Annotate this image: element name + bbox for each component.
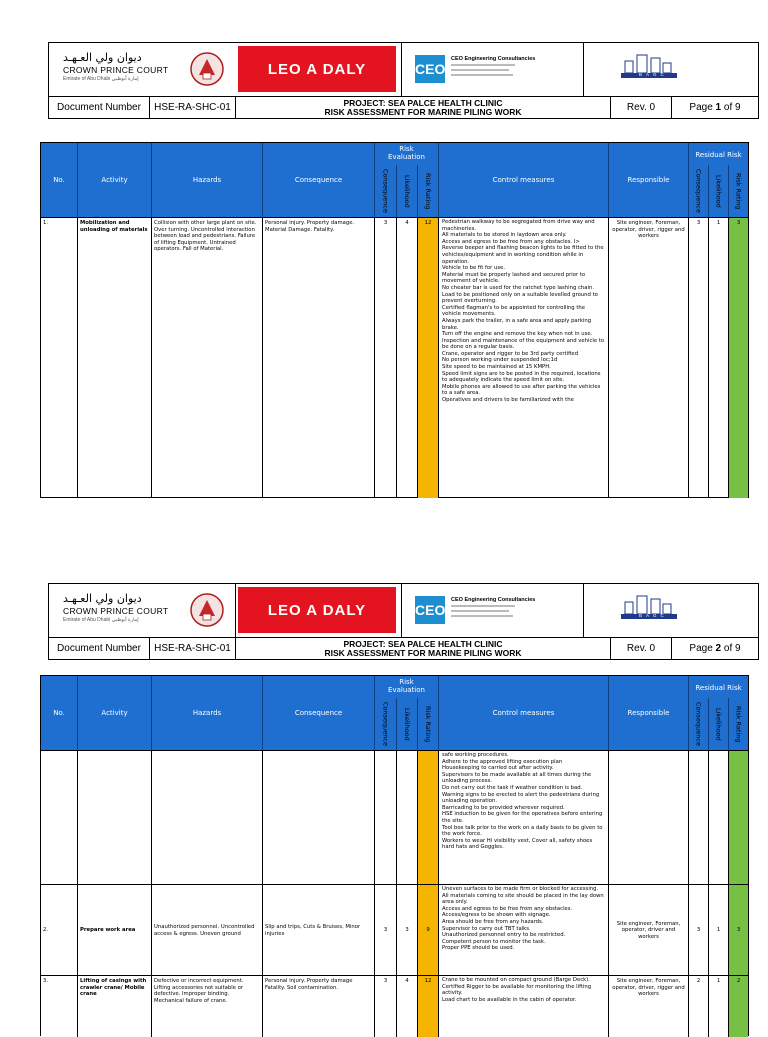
project-title: PROJECT: SEA PALCE HEALTH CLINIC — [343, 638, 503, 649]
col-r-consequence-v: Consequence — [689, 698, 709, 750]
project-title-block — [236, 97, 611, 118]
page2-risk-table — [40, 675, 749, 1036]
row-control: safe working procedures. Adhere to the approved lifting execution plan Housekeeping to carried out after activity. Supervisors to be made available at all times during the unloading process. Do not carry out the task if weather condition is bad. Warning signs to be erected to alert the pedestrians during unloading operation. Barricading to be provided wherever required. HSE induction to be given for the operatives before entering the site. Tool box talk prior to the work on a daily basis to be given to the work force. Workers to wear Hi visibility vest, Cover all, safety shoes hard hats and Goggles. — [439, 751, 609, 885]
leo-a-daly-text: LEO A DALY — [267, 601, 367, 619]
ceo-logo — [401, 584, 584, 637]
arabic-court-name: ديوان ولي العـهـد — [63, 51, 142, 64]
row-no: 3. — [41, 976, 78, 1037]
ceo-mark: CEO — [415, 596, 445, 624]
table-row — [41, 217, 748, 498]
row-rr: 3 — [729, 885, 748, 976]
row-c: 3 — [375, 976, 397, 1037]
col-likelihood-v: Likelihood — [397, 165, 418, 217]
leo-a-daly-text: LEO A DALY — [267, 60, 367, 78]
revision: Rev. 0 — [611, 638, 672, 659]
bagc-logo — [583, 43, 758, 96]
col-responsible: Responsible — [609, 676, 689, 750]
risk-eval-label: Risk Evaluation — [388, 145, 425, 161]
table-row — [41, 975, 748, 1037]
row-l: 4 — [397, 976, 418, 1037]
doc-label: Document Number — [49, 638, 150, 659]
col-hazards: Hazards — [152, 676, 263, 750]
leo-a-daly-logo — [235, 584, 402, 637]
row-responsible: Site engineer, Foreman, operator, driver, rigger and workers — [609, 218, 689, 498]
col-consequence: Consequence — [263, 676, 375, 750]
row-control: Crane to be mounted on compact ground (Barge Deck). Certified Rigger to be available for monitoring the lifting activity. Load chart to be available in the cabin of operator. — [439, 976, 609, 1037]
col-rating-v: Risk Rating — [418, 165, 439, 217]
doc-number: HSE-RA-SHC-01 — [150, 638, 236, 659]
col-r-likelihood-v: Likelihood — [709, 698, 729, 750]
row-rc: 2 — [689, 976, 709, 1037]
row-rl: 1 — [709, 218, 729, 498]
col-r-likelihood-v: Likelihood — [709, 165, 729, 217]
document-subtitle: RISK ASSESSMENT FOR MARINE PILING WORK — [324, 106, 522, 117]
col-control: Control measures — [439, 143, 609, 217]
document-subtitle: RISK ASSESSMENT FOR MARINE PILING WORK — [324, 647, 522, 658]
project-title-block — [236, 638, 611, 659]
crown-prince-court-logo — [49, 43, 236, 96]
col-responsible: Responsible — [609, 143, 689, 217]
page2-header — [48, 583, 759, 660]
court-subtitle: Emirate of Abu Dhabi إمارة أبوظبي — [63, 76, 139, 82]
court-name: CROWN PRINCE COURT — [63, 606, 169, 616]
page-indicator: Page 1 of 9 — [689, 102, 741, 113]
court-name: CROWN PRINCE COURT — [63, 65, 169, 75]
page-number: 2 — [715, 643, 722, 654]
doc-label: Document Number — [49, 97, 150, 118]
bagc-text: BAGC — [639, 613, 668, 618]
col-hazards: Hazards — [152, 143, 263, 217]
ceo-logo — [401, 43, 584, 96]
row-rating: 9 — [418, 885, 439, 976]
ceo-name: CEO Engineering Consultancies — [451, 597, 536, 603]
row-consequence: Personal injury. Property damage. Material Damage. Fatality. — [263, 218, 375, 498]
row-control: Pedestrian walkway to be segregated from drive way and machineries. All materials to be stored in laydown area only. Access and egress to be free from any obstacles. I> Reverse beeper and flashing beacon lights to be fitted to the vehicles/equipment and in working condition while in operation. Vehicle to be fit for use. Material must be properly lashed and secured prior to movement of vehicle. No cheater bar is used for the ratchet type lashing chain. Load to be positioned only on a suitable levelled ground to prevent overturning. Certified flagman's to be appointed for controlling the vehicle movements. Always park the trailer, in a safe area and apply parking brake. Turn off the engine and remove the key when not in use. Inspection and maintenance of the equipment and vehicle to be done on a regular basis. Crane, operator and rigger to be 3rd party certified No person working under suspended loc;1d Site speed to be maintained at 15 KMPH. Speed limit signs are to be posted in the required, locations to adequately indicate the speed limit on site. Mobile phones are allowed to use after parking the vehicles to a safe area. Operatives and drivers to be familiarized with the — [439, 218, 609, 498]
risk-eval-label: Risk Evaluation — [388, 678, 425, 694]
page-number: 1 — [715, 102, 722, 113]
col-r-rating-v: Risk Rating — [729, 165, 748, 217]
page-indicator: Page 2 of 9 — [689, 643, 741, 654]
row-rc — [689, 751, 709, 885]
leo-a-daly-logo — [235, 43, 402, 96]
col-control: Control measures — [439, 676, 609, 750]
header-info-row — [49, 637, 758, 659]
header-info-row — [49, 96, 758, 118]
col-likelihood-v: Likelihood — [397, 698, 418, 750]
row-rr — [729, 751, 748, 885]
bagc-text: BAGC — [639, 72, 668, 77]
col-consequence: Consequence — [263, 143, 375, 217]
table-row — [41, 750, 748, 885]
project-title: PROJECT: SEA PALCE HEALTH CLINIC — [343, 97, 503, 108]
row-activity: Lifting of casings with crawler crane/ Mobile crane — [78, 976, 152, 1037]
row-control: Uneven surfaces to be made firm or blocked for accessing. All materials coming to site should be placed in the lay down area only. Access and egress to be free from any obstacles. Access/egress to be shown with signage. Area should be free from any hazards. Supervisor to carry out TBT talks. Unauthorized personnel entry to be restricted. Competent person to monitor the task. Proper PPE should be used. — [439, 885, 609, 976]
row-rating: 12 — [418, 976, 439, 1037]
row-rc: 3 — [689, 218, 709, 498]
row-activity: Prepare work area — [78, 885, 152, 976]
row-hazards: Collision with other large plant on site. Over turning. Uncontrolled interaction between load and pedestrians. Failure of lifting Equipment. Untrained operators. Fall of Material. — [152, 218, 263, 498]
row-consequence: Personal injury. Property damage Fatality. Soil contamination. — [263, 976, 375, 1037]
col-no: No. — [41, 143, 78, 217]
row-activity — [78, 751, 152, 885]
crown-prince-court-logo — [49, 584, 236, 637]
row-consequence — [263, 751, 375, 885]
col-consequence-v: Consequence — [375, 165, 397, 217]
row-no: 2. — [41, 885, 78, 976]
col-consequence-v: Consequence — [375, 698, 397, 750]
table-row — [41, 884, 748, 976]
row-l: 3 — [397, 885, 418, 976]
row-rating — [418, 751, 439, 885]
residual-label: Residual Risk — [695, 684, 742, 692]
row-no — [41, 751, 78, 885]
page1-header — [48, 42, 759, 119]
row-c: 3 — [375, 218, 397, 498]
row-responsible: Site engineer, Foreman, operator, driver, rigger and workers — [609, 976, 689, 1037]
col-activity: Activity — [78, 676, 152, 750]
row-activity: Mobilization and unloading of materials — [78, 218, 152, 498]
ceo-name: CEO Engineering Consultancies — [451, 56, 536, 62]
col-r-rating-v: Risk Rating — [729, 698, 748, 750]
row-rl — [709, 751, 729, 885]
col-rating-v: Risk Rating — [418, 698, 439, 750]
row-l — [397, 751, 418, 885]
arabic-court-name: ديوان ولي العـهـد — [63, 592, 142, 605]
residual-label: Residual Risk — [695, 151, 742, 159]
row-l: 4 — [397, 218, 418, 498]
row-responsible — [609, 751, 689, 885]
row-rr: 3 — [729, 218, 748, 498]
row-hazards: Unauthorized personnel. Uncontrolled access & egress. Uneven ground — [152, 885, 263, 976]
row-rc: 3 — [689, 885, 709, 976]
row-rating: 12 — [418, 218, 439, 498]
doc-number: HSE-RA-SHC-01 — [150, 97, 236, 118]
bagc-logo — [583, 584, 758, 637]
row-rr: 2 — [729, 976, 748, 1037]
row-rl: 1 — [709, 976, 729, 1037]
row-rl: 1 — [709, 885, 729, 976]
row-consequence: Slip and trips, Cuts & Bruises, Minor injuries — [263, 885, 375, 976]
row-c — [375, 751, 397, 885]
row-hazards: Defective or incorrect equipment. Lifting accessories not suitable or defective. Improper binding. Mechanical failure of crane. — [152, 976, 263, 1037]
court-subtitle: Emirate of Abu Dhabi إمارة أبوظبي — [63, 617, 139, 623]
emblem-icon — [189, 592, 225, 628]
row-hazards — [152, 751, 263, 885]
emblem-icon — [189, 51, 225, 87]
col-activity: Activity — [78, 143, 152, 217]
col-r-consequence-v: Consequence — [689, 165, 709, 217]
col-no: No. — [41, 676, 78, 750]
row-c: 3 — [375, 885, 397, 976]
revision: Rev. 0 — [611, 97, 672, 118]
page1-risk-table — [40, 142, 749, 498]
row-responsible: Site engineer, Foreman, operator, driver and workers — [609, 885, 689, 976]
row-no: 1. — [41, 218, 78, 498]
ceo-mark: CEO — [415, 55, 445, 83]
